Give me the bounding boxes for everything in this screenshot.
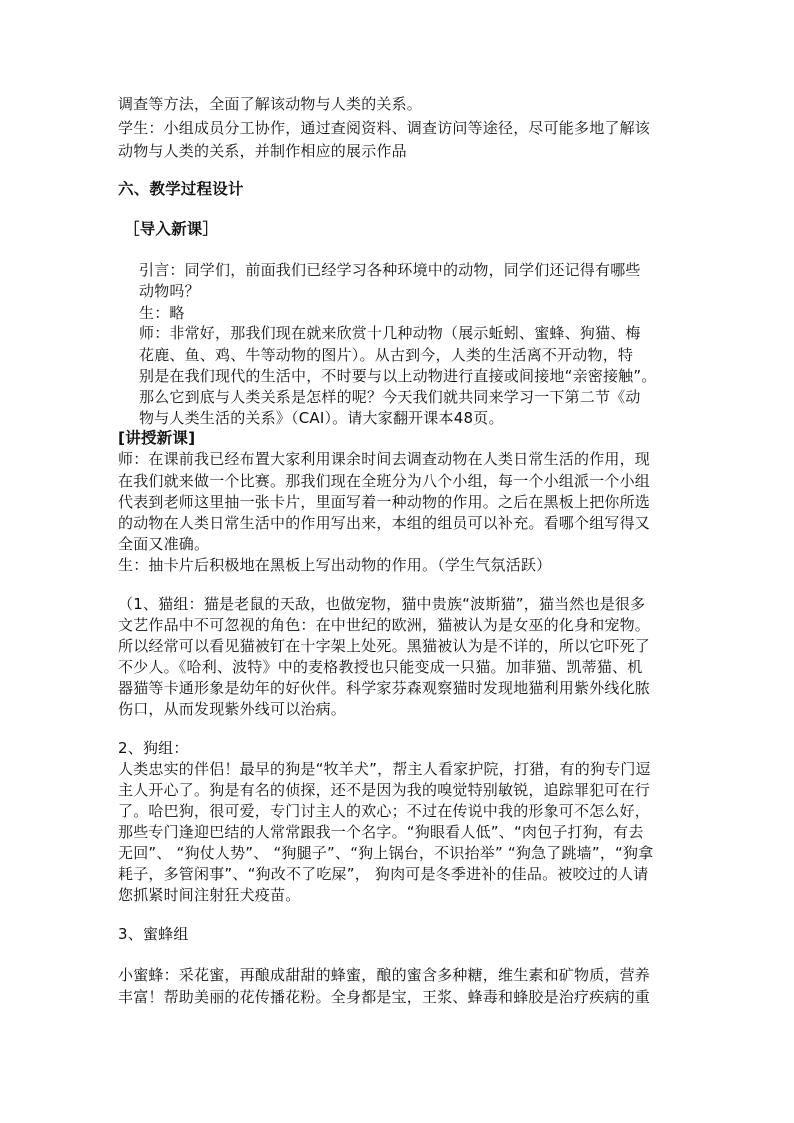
- subsection-heading-intro: ［导入新课］: [124, 220, 219, 238]
- body-text-line: （1、猫组：猫是老鼠的天敌，也做宠物，猫中贵族“波斯猫”，猫当然也是很多: [118, 595, 646, 613]
- body-text-line: 物与人类生活的关系》（CAI）。请大家翻开课本48页。: [139, 409, 504, 427]
- body-text-line: 伤口，从而发现紫外线可以治病。: [118, 700, 347, 718]
- body-text-line: 3、蜜蜂组: [118, 925, 189, 943]
- body-text-line: 了。哈巴狗，很可爱，专门讨主人的欢心；不过在传说中我的形象可不怎么好，: [118, 802, 651, 820]
- body-text-line: 在我们就来做一个比赛。那我们现在全班分为八个小组，每一个小组派一个小组: [118, 472, 651, 490]
- body-text-line: 别是在我们现代的生活中，不时要与以上动物进行直接或间接地“亲密接触”。: [139, 367, 657, 385]
- body-text-line: 花鹿、鱼、鸡、牛等动物的图片）。从古到今，人类的生活离不开动物，特: [139, 346, 634, 364]
- body-text-line: 耗子，多管闲事”、“狗改不了吃屎”， 狗肉可是冬季进补的佳品。被咬过的人请: [118, 865, 649, 883]
- body-text-line: 生：略: [139, 304, 185, 322]
- body-text-line: 学生：小组成员分工协作，通过查阅资料、调查访问等途径，尽可能多地了解该: [118, 119, 651, 137]
- body-text-line: 不少人。《哈利、波特》中的麦格教授也只能变成一只猫。加菲猫、凯蒂猫、机: [118, 658, 643, 676]
- body-text-line: 的动物在人类日常生活中的作用写出来，本组的组员可以补充。看哪个组写得又: [118, 514, 651, 532]
- body-text-line: 代表到老师这里抽一张卡片，里面写着一种动物的作用。之后在黑板上把你所选: [118, 493, 651, 511]
- body-text-line: 全面又准确。: [118, 535, 210, 553]
- body-text-line: 2、狗组：: [118, 739, 189, 757]
- subsection-heading-teaching: [讲授新课]: [118, 429, 196, 447]
- body-text-line: 师：非常好，那我们现在就来欣赏十几种动物（展示蚯蚓、蜜蜂、狗猫、梅: [139, 324, 641, 342]
- body-text-line: 师：在课前我已经布置大家利用课余时间去调查动物在人类日常生活的作用，现: [118, 450, 651, 468]
- body-text-line: 动物与人类的关系，并制作相应的展示作品: [118, 142, 407, 160]
- body-text-line: 主人开心了。狗是有名的侦探，还不是因为我的嗅觉特别敏锐，追踪罪犯可在行: [118, 781, 651, 799]
- section-heading: 六、教学过程设计: [118, 180, 244, 198]
- body-text-line: 小蜜蜂：采花蜜，再酿成甜甜的蜂蜜，酿的蜜含多种糖，维生素和矿物质，营养: [118, 966, 651, 984]
- body-text-line: 您抓紧时间注射狂犬疫苗。: [118, 886, 301, 904]
- body-text-line: 那些专门逢迎巴结的人常常跟我一个名字。“狗眼看人低”、“肉包子打狗，有去: [118, 823, 644, 841]
- body-text-line: 丰富！帮助美丽的花传播花粉。全身都是宝，王浆、蜂毒和蜂胶是治疗疾病的重: [118, 988, 651, 1006]
- body-text-line: 生：抽卡片后积极地在黑板上写出动物的作用。（学生气氛活跃）: [118, 556, 552, 574]
- body-text-line: 人类忠实的伴侣！最早的狗是“牧羊犬”，帮主人看家护院，打猎，有的狗专门逗: [118, 760, 651, 778]
- body-text-line: 无回”、 “狗仗人势”、 “狗腿子”、“狗上锅台，不识抬举” “狗急了跳墙”，“狗拿: [118, 844, 654, 862]
- body-text-line: 引言：同学们，前面我们已经学习各种环境中的动物，同学们还记得有哪些: [139, 261, 641, 279]
- body-text-line: 器猫等卡通形象是幼年的好伙伴。科学家芬森观察猫时发现地猫利用紫外线化脓: [118, 679, 651, 697]
- body-text-line: 那么它到底与人类关系是怎样的呢？今天我们就共同来学习一下第二节《动: [139, 388, 641, 406]
- body-text-line: 所以经常可以看见猫被钉在十字架上处死。黑猫被认为是不详的，所以它吓死了: [118, 637, 651, 655]
- body-text-line: 文艺作品中不可忽视的角色：在中世纪的欧洲，猫被认为是女巫的化身和宠物。: [118, 616, 651, 634]
- body-text-line: 调查等方法，全面了解该动物与人类的关系。: [118, 95, 423, 113]
- body-text-line: 动物吗？: [139, 282, 200, 300]
